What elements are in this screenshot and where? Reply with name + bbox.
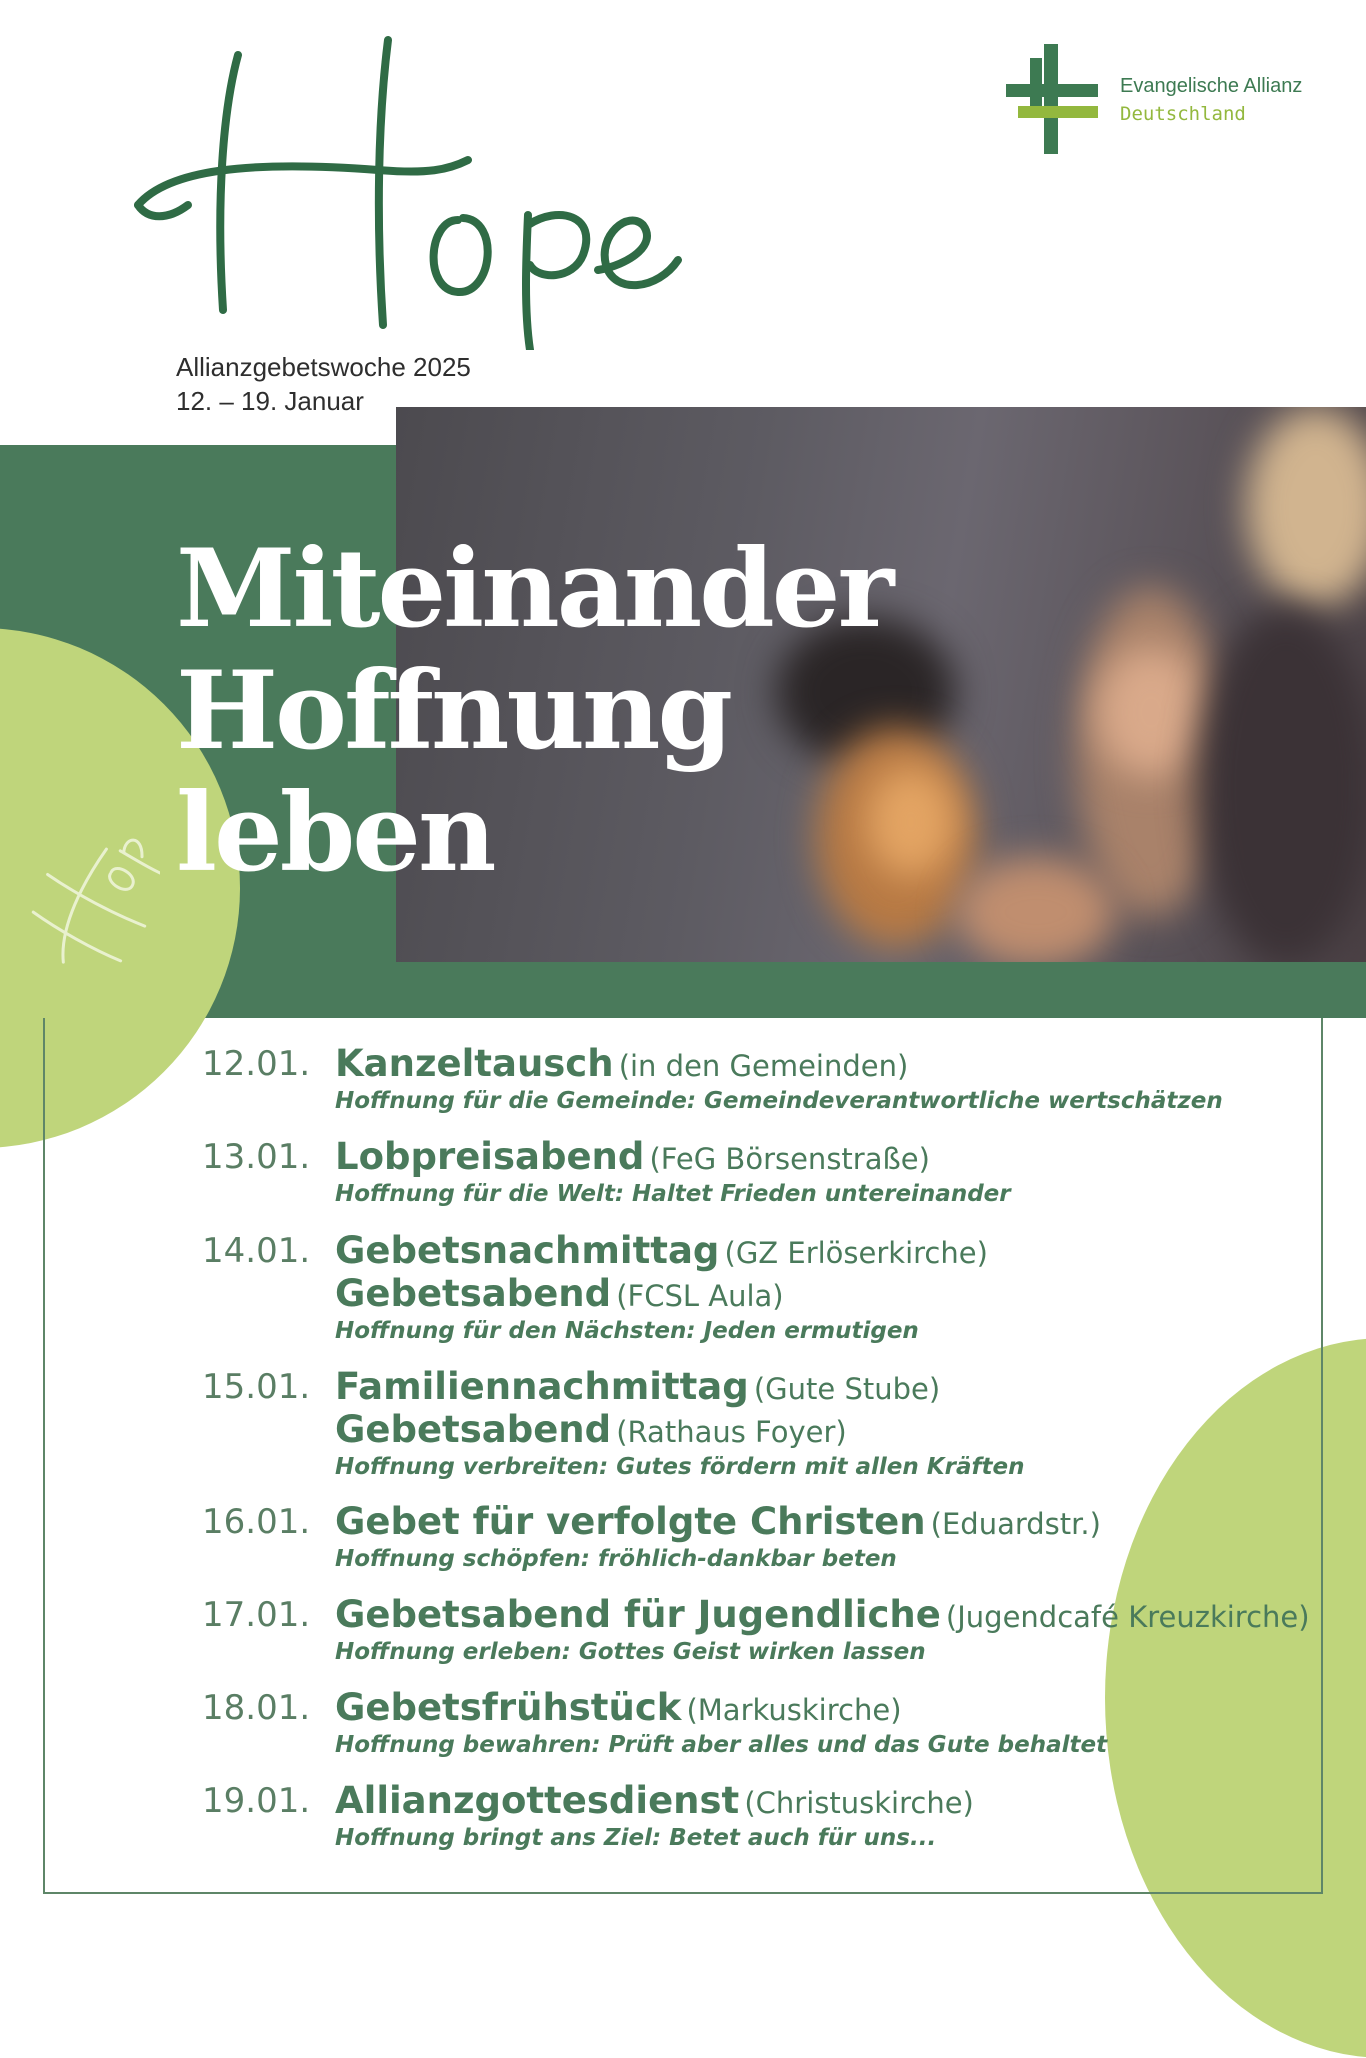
event-place: (Christuskirche) [744, 1786, 974, 1820]
entry-date: 14.01. [202, 1231, 311, 1271]
logo-text [1120, 72, 1302, 128]
event-title: Allianzgottesdienst [335, 1779, 740, 1822]
entry-motto: Hoffnung verbreiten: Gutes fördern mit allen Kräften [335, 1454, 1025, 1480]
entry-date: 18.01. [202, 1688, 311, 1728]
headline-line-1: Miteinander [176, 526, 892, 652]
entry-date: 12.01. [202, 1044, 311, 1084]
entry-motto: Hoffnung für den Nächsten: Jeden ermutigen [335, 1318, 919, 1344]
event-title: Gebetsabend für Jugendliche [335, 1593, 941, 1636]
evangelische-allianz-logo-icon [1006, 44, 1098, 154]
subtitle-dates: 12. – 19. Januar [176, 386, 364, 416]
entry-motto: Hoffnung bringt ans Ziel: Betet auch für uns... [335, 1825, 937, 1851]
headline-line-3: leben [176, 770, 494, 896]
event-place: (Markuskirche) [686, 1693, 902, 1727]
entry-motto: Hoffnung für die Welt: Haltet Frieden untereinander [335, 1181, 1011, 1207]
logo-line-2: Deutschland [1120, 103, 1246, 125]
schedule-frame-right [1321, 1018, 1323, 1894]
event-place: (FeG Börsenstraße) [649, 1142, 930, 1176]
entry-date: 17.01. [202, 1595, 311, 1635]
event-title: Gebetsabend [335, 1408, 612, 1451]
subtitle-event-name: Allianzgebetswoche 2025 [176, 352, 471, 382]
entry-date: 13.01. [202, 1137, 311, 1177]
entry-date: 19.01. [202, 1781, 311, 1821]
event-title: Kanzeltausch [335, 1042, 614, 1085]
event-title: Gebetsabend [335, 1272, 612, 1315]
hope-watermark [10, 760, 160, 1040]
event-place: (Jugendcafé Kreuzkirche) [945, 1600, 1310, 1634]
entry-motto: Hoffnung für die Gemeinde: Gemeindeverantwortliche wertschätzen [335, 1088, 1223, 1114]
event-title: Gebetsfrühstück [335, 1686, 682, 1729]
headline-line-2: Hoffnung [176, 648, 731, 774]
event-place: (Eduardstr.) [930, 1507, 1101, 1541]
event-title: Gebet für verfolgte Christen [335, 1500, 926, 1543]
event-place: (Rathaus Foyer) [616, 1415, 847, 1449]
entry-motto: Hoffnung schöpfen: fröhlich-dankbar beten [335, 1546, 897, 1572]
entry-motto: Hoffnung bewahren: Prüft aber alles und das Gute behaltet [335, 1732, 1108, 1758]
event-title: Lobpreisabend [335, 1135, 645, 1178]
event-place: (GZ Erlöserkirche) [724, 1236, 988, 1270]
event-title: Familiennachmittag [335, 1365, 749, 1408]
event-place: (in den Gemeinden) [618, 1049, 909, 1083]
event-place: (FCSL Aula) [616, 1279, 784, 1313]
event-place: (Gute Stube) [753, 1372, 941, 1406]
logo-line-1: Evangelische Allianz [1120, 75, 1303, 97]
entry-motto: Hoffnung erleben: Gottes Geist wirken lassen [335, 1639, 926, 1665]
entry-date: 15.01. [202, 1367, 311, 1407]
event-title: Gebetsnachmittag [335, 1229, 720, 1272]
hope-script-title [128, 20, 688, 350]
headline [176, 528, 891, 894]
entry-date: 16.01. [202, 1502, 311, 1542]
